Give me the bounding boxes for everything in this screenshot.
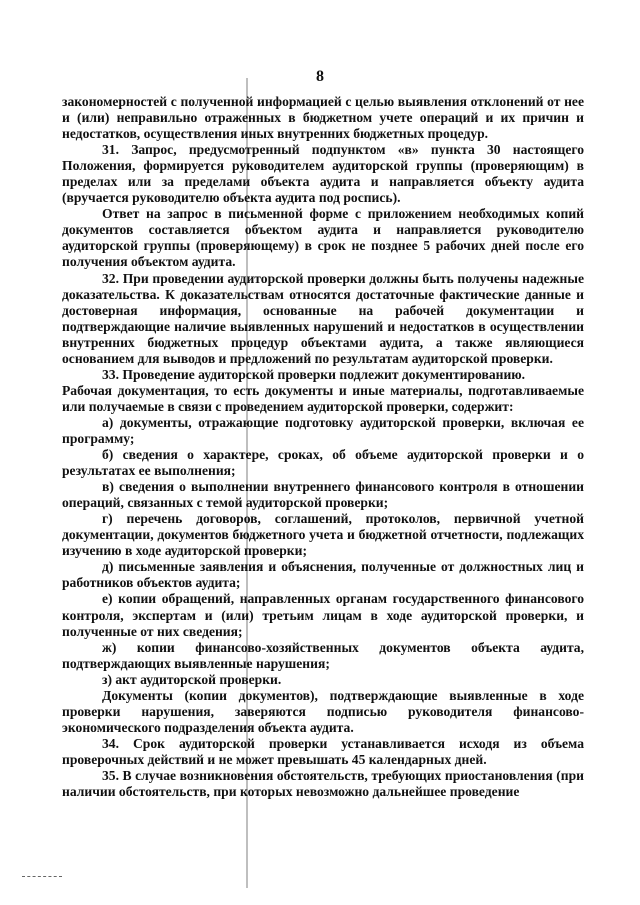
list-item: г) перечень договоров, соглашений, протоколов, первичной учетной документации, документов бюджетного учета и бюджетной отчетности, подлежащих изучению в ходе аудиторской проверки;: [62, 511, 584, 559]
list-item: ж) копии финансово-хозяйственных документов объекта аудита, подтверждающих выявленные нарушения;: [62, 639, 584, 671]
paragraph: закономерностей с полученной информацией с целью выявления отклонений от нее и (или) неправильно отраженных в бюджетном учете операций и их причин и недостатков, осуществления иных внутренних бюджетных процедур.: [62, 94, 584, 142]
scan-corner-mark: [22, 876, 62, 879]
list-item: з) акт аудиторской проверки.: [102, 671, 282, 687]
paragraph: 33. Проведение аудиторской проверки подлежит документированию.: [102, 366, 526, 382]
paragraph: Ответ на запрос в письменной форме с приложением необходимых копий документов составляется объектом аудита и направляется руководителю аудиторской группы (проверяющему) в срок не позднее 5 рабочих дней после его получения объектом аудита.: [62, 206, 584, 270]
paragraph: 32. При проведении аудиторской проверки должны быть получены надежные доказательства. К доказательствам относятся достаточные фактические данные и достоверная информация, основанные на рабочей документации и подтверждающие наличие выявленных нарушений и недостатков в осуществлении внутренних бюджетных процедур объектами аудита, а также являющиеся основанием для выводов и предложений по результатам аудиторской проверки.: [62, 270, 584, 366]
paragraph: 31. Запрос, предусмотренный подпунктом «в» пункта 30 настоящего Положения, формируется руководителем аудиторской группы (проверяющим) в пределах или за пределами объекта аудита и направляется объекту аудита (вручается руководителю объекта аудита под роспись).: [62, 142, 584, 206]
list-item: д) письменные заявления и объяснения, полученные от должностных лиц и работников объектов аудита;: [62, 559, 584, 591]
page-number: 8: [316, 68, 324, 85]
paragraph: 35. В случае возникновения обстоятельств, требующих приостановления (при наличии обстоятельств, при которых невозможно дальнейшее проведение: [62, 767, 584, 800]
paragraph: 34. Срок аудиторской проверки устанавливается исходя из объема проверочных действий и не может превышать 45 календарных дней.: [62, 735, 584, 767]
list-item: б) сведения о характере, сроках, об объеме аудиторской проверки и о результатах ее выполнения;: [62, 447, 584, 479]
paragraph: Рабочая документация, то есть документы и иные материалы, подготавливаемые или получаемые в связи с проведением аудиторской проверки, содержит:: [62, 382, 584, 414]
list-item: в) сведения о выполнении внутреннего финансового контроля в отношении операций, связанных с темой аудиторской проверки;: [62, 479, 584, 511]
document-body: [62, 94, 584, 800]
list-item: е) копии обращений, направленных органам государственного финансового контроля, экспертам и (или) третьим лицам в ходе аудиторской проверки, и полученные от них сведения;: [62, 591, 584, 639]
list-item: а) документы, отражающие подготовку аудиторской проверки, включая ее программу;: [62, 414, 584, 446]
paragraph: Документы (копии документов), подтверждающие выявленные в ходе проверки нарушения, заверяются подписью руководителя финансово-экономического подразделения объекта аудита.: [62, 687, 584, 735]
